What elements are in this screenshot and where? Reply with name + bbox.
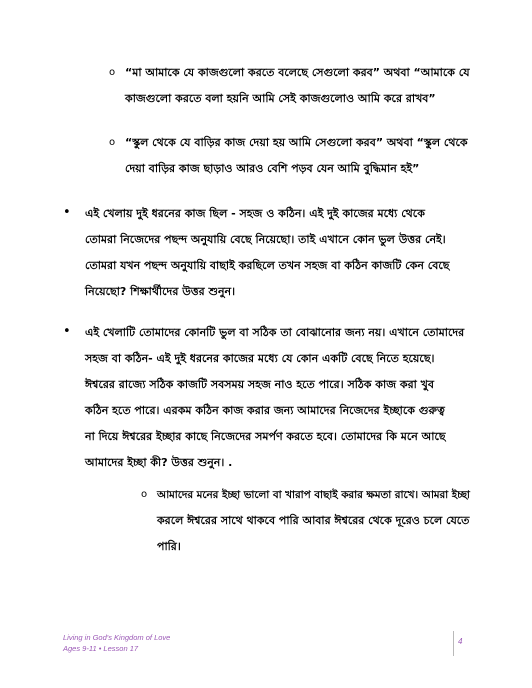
- text-line: এই খেলাটি তোমাদের কোনটি ভুল বা সঠিক তা বোঝানোর জন্য নয়। এখানে তোমাদের: [85, 326, 465, 339]
- text-line: কঠিন হতে পারে। এরকম কঠিন কাজ করার জন্য আমাদের নিজেদের ইচ্ছাকে গুরুত্ব: [85, 404, 445, 417]
- text-line: নিয়েছো? শিক্ষার্থীদের উত্তর শুনুন।: [85, 285, 236, 298]
- text-line: ঈশ্বরের রাজ্যে সঠিক কাজটি সবসময় সহজ নাও হতে পারে। সঠিক কাজ করা খুব: [85, 378, 434, 391]
- text-line: তোমরা নিজেদের পছন্দ অনুযায়ি বেছে নিয়েছো। তাই এখানে কোন ভুল উত্তর নেই।: [85, 233, 446, 246]
- text-line: দেয়া বাড়ির কাজ ছাড়াও আরও বেশি পড়ব যেন আমি বুদ্ধিমান হই”: [125, 162, 420, 175]
- circle-bullet-icon: o: [109, 137, 116, 148]
- footer: [63, 632, 170, 654]
- footer-title: Living in God's Kingdom of Love: [63, 633, 171, 642]
- text-line: এই খেলায় দুই ধরনের কাজ ছিল - সহজ ও কঠিন। এই দুই কাজের মধ্যে থেকে: [85, 207, 425, 220]
- page-number: 4: [458, 637, 463, 646]
- text-line: করলে ঈশ্বরের সাথে থাকবে পারি আবার ঈশ্বরের থেকে দূরেও চলে যেতে: [157, 514, 470, 527]
- text-line: “মা আমাকে যে কাজগুলো করতে বলেছে সেগুলো করব” অথবা “আমাকে যে: [125, 66, 470, 79]
- text-line: না দিয়ে ঈশ্বরের ইচ্ছার কাছে নিজেদের সমর্পণ করতে হবে। তোমাদের কি মনে আছে: [85, 430, 446, 443]
- footer-subtitle: Ages 9-11 • Lesson 17: [63, 644, 139, 653]
- text-line: “স্কুল থেকে যে বাড়ির কাজ দেয়া হয় আমি সেগুলো করব” অথবা “স্কুল থেকে: [125, 136, 468, 149]
- text-line: তোমরা যখন পছন্দ অনুযায়ি বাছাই করছিলে তখন সহজ বা কঠিন কাজটি কেন বেছে: [85, 259, 450, 272]
- circle-bullet-icon: o: [109, 67, 116, 78]
- footer-divider: [453, 631, 454, 656]
- bullet-icon: •: [63, 205, 71, 220]
- text-line: পারি।: [157, 540, 181, 553]
- bullet-icon: •: [63, 324, 71, 339]
- text-line: কাজগুলো করতে বলা হয়নি আমি সেই কাজগুলোও আমি করে রাখব”: [125, 92, 436, 105]
- circle-bullet-icon: o: [141, 489, 148, 500]
- text-line: আমাদের ইচ্ছা কী? উত্তর শুনুন। .: [85, 456, 233, 469]
- text-line: আমাদের মনের ইচ্ছা ভালো বা খারাপ বাছাই করার ক্ষমতা রাখে। আমরা ইচ্ছা: [157, 489, 470, 501]
- text-line: সহজ বা কঠিন- এই দুই ধরনের কাজের মধ্যে যে কোন একটি বেছে নিতে হয়েছে।: [85, 352, 435, 365]
